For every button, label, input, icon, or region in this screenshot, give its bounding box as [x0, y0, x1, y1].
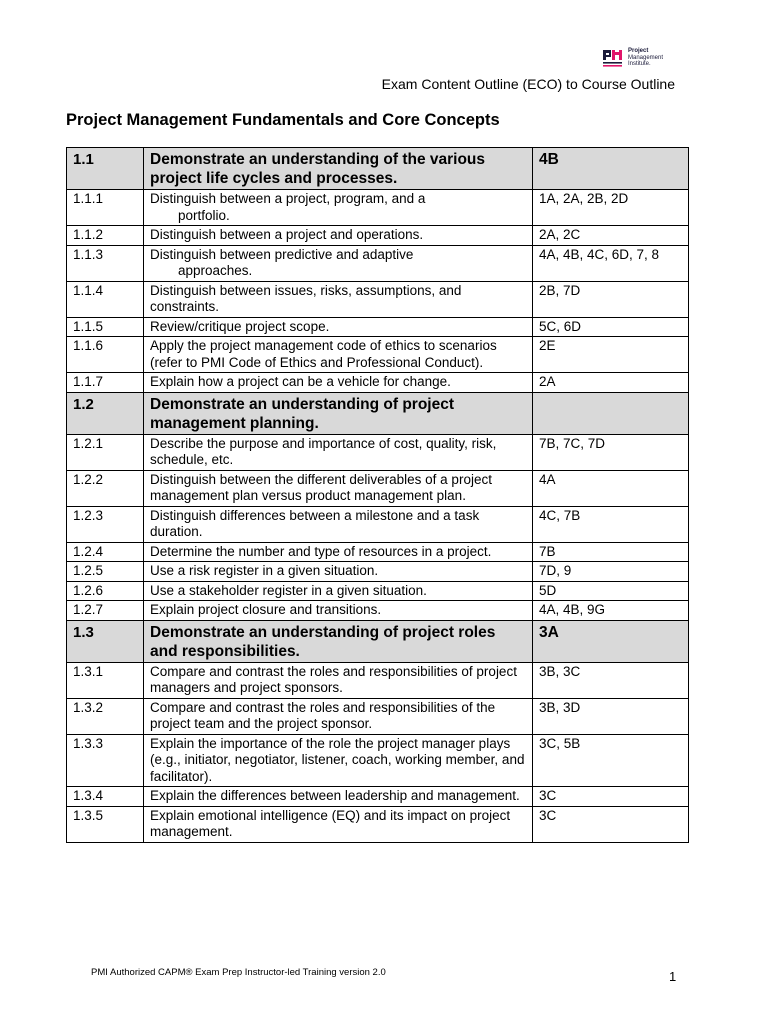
description-text: Review/critique project scope. — [150, 318, 330, 334]
description-text: Explain emotional intelligence (EQ) and its impact on project management. — [150, 807, 511, 839]
task-description — [144, 787, 533, 807]
task-number: 1.2.1 — [67, 434, 144, 470]
task-description — [144, 317, 533, 337]
task-description — [144, 562, 533, 582]
task-description — [144, 148, 533, 190]
table-row — [67, 662, 689, 698]
description-continuation: approaches. — [178, 263, 253, 278]
task-number: 1.3.4 — [67, 787, 144, 807]
task-number: 1.2 — [67, 392, 144, 434]
task-number: 1.3.5 — [67, 806, 144, 842]
description-text: Distinguish between predictive and adaptive — [150, 246, 414, 262]
page-number: 1 — [669, 969, 677, 984]
task-number: 1.1.5 — [67, 317, 144, 337]
description-text: Explain project closure and transitions. — [150, 602, 382, 617]
course-reference: 4C, 7B — [533, 506, 689, 542]
description-text: Demonstrate an understanding of project roles and responsibilities. — [150, 623, 496, 660]
table-row — [67, 806, 689, 842]
course-reference: 7B, 7C, 7D — [533, 434, 689, 470]
course-reference: 4A — [533, 470, 689, 506]
section-header-row — [67, 148, 689, 190]
course-reference: 3C, 5B — [533, 734, 689, 787]
task-number: 1.1.4 — [67, 281, 144, 317]
table-row — [67, 470, 689, 506]
task-description — [144, 698, 533, 734]
description-text: Distinguish between the different deliverables of a project management plan versus product management plan. — [150, 471, 492, 503]
course-reference: 3B, 3D — [533, 698, 689, 734]
task-description — [144, 337, 533, 373]
task-number: 1.1 — [67, 148, 144, 190]
task-description — [144, 662, 533, 698]
course-reference: 3C — [533, 787, 689, 807]
task-description — [144, 734, 533, 787]
description-text: Distinguish between a project, program, and a — [150, 191, 426, 206]
description-text: Distinguish between a project and operations. — [150, 227, 424, 242]
document-subtitle: Exam Content Outline (ECO) to Course Outline — [381, 76, 675, 92]
task-number: 1.3.1 — [67, 662, 144, 698]
description-text: Determine the number and type of resources in a project. — [150, 543, 492, 559]
table-row — [67, 787, 689, 807]
task-description — [144, 601, 533, 621]
task-description — [144, 806, 533, 842]
task-number: 1.3 — [67, 620, 144, 662]
task-number: 1.3.3 — [67, 734, 144, 787]
table-row — [67, 581, 689, 601]
task-description — [144, 434, 533, 470]
task-number: 1.1.1 — [67, 190, 144, 226]
course-reference: 3A — [533, 620, 689, 662]
course-reference: 4A, 4B, 9G — [533, 601, 689, 621]
task-number: 1.2.7 — [67, 601, 144, 621]
table-row — [67, 562, 689, 582]
footer-text: PMI Authorized CAPM® Exam Prep Instructor-led Training version 2.0 — [91, 967, 386, 978]
task-number: 1.2.6 — [67, 581, 144, 601]
table-row — [67, 281, 689, 317]
course-reference: 5D — [533, 581, 689, 601]
description-text: Demonstrate an understanding of project management planning. — [150, 395, 455, 432]
task-number: 1.2.4 — [67, 542, 144, 562]
course-reference: 2A — [533, 373, 689, 393]
task-description — [144, 620, 533, 662]
course-reference: 4A, 4B, 4C, 6D, 7, 8 — [533, 245, 689, 281]
course-reference: 2B, 7D — [533, 281, 689, 317]
course-reference: 7D, 9 — [533, 562, 689, 582]
description-text: Apply the project management code of ethics to scenarios (refer to PMI Code of Ethics and Professional Conduct). — [150, 338, 497, 370]
description-text: Compare and contrast the roles and responsibilities of the project team and the project sponsor. — [150, 699, 496, 731]
task-number: 1.1.2 — [67, 226, 144, 246]
task-description — [144, 245, 533, 281]
table-row — [67, 506, 689, 542]
task-description — [144, 190, 533, 226]
task-description — [144, 281, 533, 317]
task-number: 1.1.6 — [67, 337, 144, 373]
table-row — [67, 317, 689, 337]
section-header-row — [67, 620, 689, 662]
course-reference: 3B, 3C — [533, 662, 689, 698]
description-text: Describe the purpose and importance of cost, quality, risk, schedule, etc. — [150, 435, 497, 467]
course-reference: 2A, 2C — [533, 226, 689, 246]
course-reference: 7B — [533, 542, 689, 562]
table-row — [67, 734, 689, 787]
table-row — [67, 190, 689, 226]
table-row — [67, 245, 689, 281]
description-continuation: portfolio. — [178, 207, 230, 223]
course-reference: 4B — [533, 148, 689, 190]
table-row — [67, 542, 689, 562]
eco-table — [66, 147, 689, 843]
task-description — [144, 542, 533, 562]
description-text: Use a stakeholder register in a given situation. — [150, 582, 427, 598]
task-description — [144, 373, 533, 393]
pmi-logo — [603, 48, 693, 72]
table-row — [67, 601, 689, 621]
description-text: Distinguish between issues, risks, assumptions, and constraints. — [150, 282, 462, 314]
description-text: Distinguish differences between a milestone and a task duration. — [150, 507, 480, 539]
table-row — [67, 226, 689, 246]
table-row — [67, 434, 689, 470]
table-row — [67, 373, 689, 393]
task-number: 1.1.7 — [67, 373, 144, 393]
course-reference: 5C, 6D — [533, 317, 689, 337]
task-number: 1.2.2 — [67, 470, 144, 506]
task-description — [144, 470, 533, 506]
task-number: 1.2.5 — [67, 562, 144, 582]
description-text: Use a risk register in a given situation. — [150, 563, 379, 578]
page-title: Project Management Fundamentals and Core Concepts — [66, 111, 500, 129]
logo-text: Project Management Institute. — [628, 48, 664, 67]
table-row — [67, 337, 689, 373]
course-reference: 3C — [533, 806, 689, 842]
description-text: Demonstrate an understanding of the various project life cycles and processes. — [150, 151, 486, 187]
task-description — [144, 226, 533, 246]
description-text: Explain the differences between leadership and management. — [150, 788, 520, 803]
task-description — [144, 392, 533, 434]
course-reference: 2E — [533, 337, 689, 373]
task-description — [144, 581, 533, 601]
task-number: 1.3.2 — [67, 698, 144, 734]
section-header-row — [67, 392, 689, 434]
description-text: Explain how a project can be a vehicle for change. — [150, 374, 451, 389]
table-row — [67, 698, 689, 734]
description-text: Explain the importance of the role the project manager plays (e.g., initiator, negotiator, listener, coach, working member, and facilitator). — [150, 735, 525, 784]
course-reference: 1A, 2A, 2B, 2D — [533, 190, 689, 226]
task-number: 1.2.3 — [67, 506, 144, 542]
task-description — [144, 506, 533, 542]
description-text: Compare and contrast the roles and responsibilities of project managers and project sponsors. — [150, 663, 517, 695]
task-number: 1.1.3 — [67, 245, 144, 281]
pmi-logo-icon — [603, 50, 623, 68]
course-reference — [533, 392, 689, 434]
